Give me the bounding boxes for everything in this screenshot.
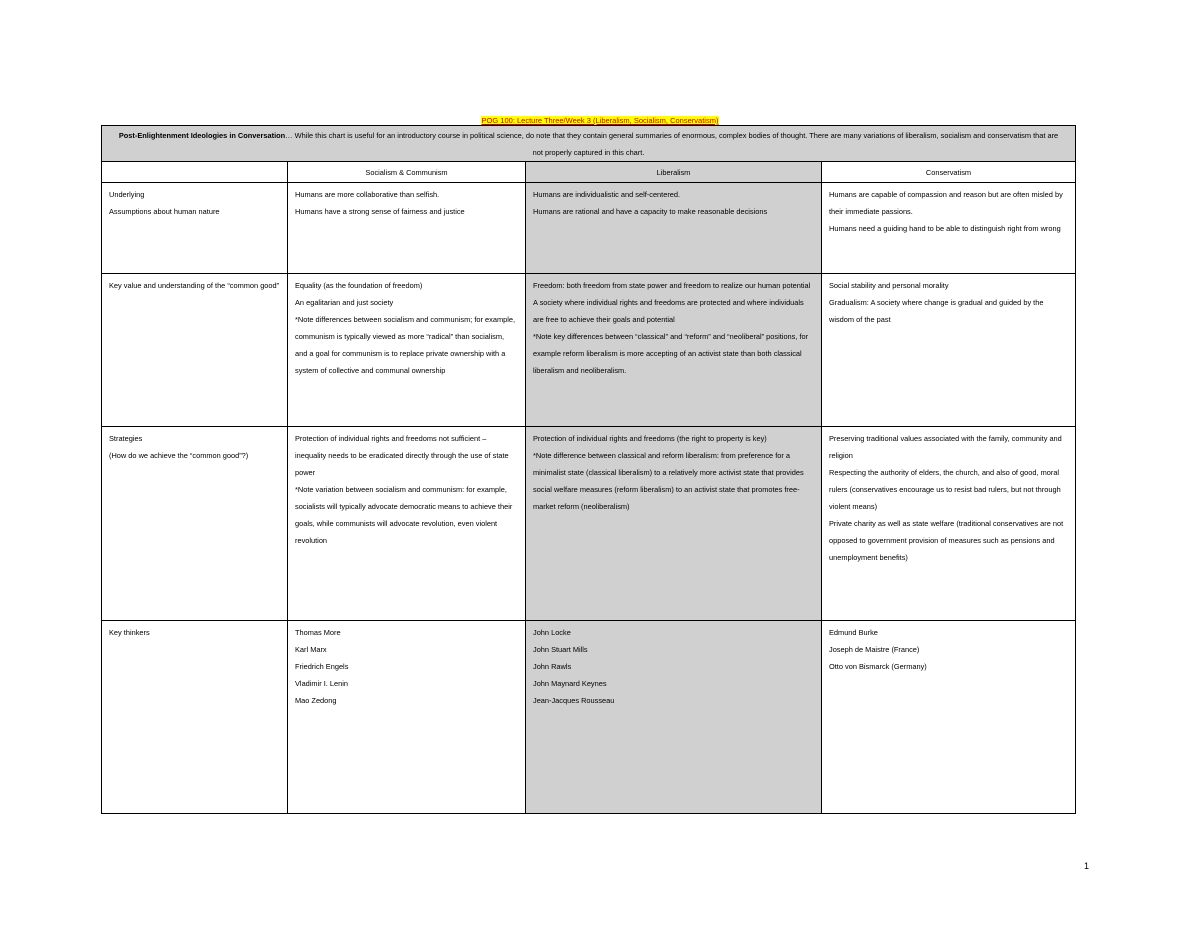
conservatism-cell: Social stability and personal morality Gradualism: A society where change is gradual and guided by the wisdom of the past (822, 274, 1076, 427)
table-row (102, 183, 1076, 274)
intro-cell (102, 126, 1076, 162)
ideology-comparison-table (101, 125, 1076, 814)
row-label: Key thinkers (102, 621, 288, 814)
liberalism-cell: Freedom: both freedom from state power and freedom to realize our human potential A society where individual rights and freedoms are protected and where individuals are free to achieve their goals and potential *Note key differences between “classical” and “reform” and “neoliberal” positions, for example reform liberalism is more accepting of an activist state than both classical liberalism and neoliberalism. (526, 274, 822, 427)
intro-heading: Post-Enlightenment Ideologies in Conversation (118, 131, 286, 140)
table-row (102, 621, 1076, 814)
conservatism-cell: Edmund Burke Joseph de Maistre (France) Otto von Bismarck (Germany) (822, 621, 1076, 814)
conservatism-cell: Preserving traditional values associated with the family, community and religion Respecting the authority of elders, the church, and also of good, moral rulers (conservatives encourage us to resist bad rulers, but not through violent means) Private charity as well as state welfare (traditional conservatives are not opposed to government provision of measures such as pensions and unemployment benefits) (822, 427, 1076, 621)
socialism-cell: Thomas More Karl Marx Friedrich Engels Vladimir I. Lenin Mao Zedong (288, 621, 526, 814)
row-label: Key value and understanding of the “common good” (102, 274, 288, 427)
header-row (102, 162, 1076, 183)
document-title: POG 100: Lecture Three/Week 3 (Liberalism, Socialism, Conservatism) (481, 116, 719, 125)
header-cell-liberalism: Liberalism (526, 162, 822, 183)
socialism-cell: Humans are more collaborative than selfish. Humans have a strong sense of fairness and justice (288, 183, 526, 274)
header-cell-socialism: Socialism & Communism (288, 162, 526, 183)
row-label: Underlying Assumptions about human nature (102, 183, 288, 274)
liberalism-cell: John Locke John Stuart Mills John Rawls John Maynard Keynes Jean-Jacques Rousseau (526, 621, 822, 814)
liberalism-cell: Humans are individualistic and self-centered. Humans are rational and have a capacity to make reasonable decisions (526, 183, 822, 274)
page-number: 1 (1084, 861, 1090, 871)
socialism-cell: Equality (as the foundation of freedom) An egalitarian and just society *Note differences between socialism and communism; for example, communism is typically viewed as more “radical” than socialism, and a goal for communism is to replace private ownership with a system of collective and communal ownership (288, 274, 526, 427)
liberalism-cell: Protection of individual rights and freedoms (the right to property is key) *Note difference between classical and reform liberalism: from preference for a minimalist state (classical liberalism) to a relatively more activist state that provides social welfare measures (reform liberalism) to an activist state that promotes free-market reform (neoliberalism) (526, 427, 822, 621)
intro-row (102, 126, 1076, 162)
row-label: Strategies (How do we achieve the “common good”?) (102, 427, 288, 621)
socialism-cell: Protection of individual rights and freedoms not sufficient – inequality needs to be eradicated directly through the use of state power *Note variation between socialism and communism: for example, socialists will typically advocate democratic means to achieve their goals, while communists will advocate revolution, even violent revolution (288, 427, 526, 621)
header-cell-conservatism: Conservatism (822, 162, 1076, 183)
conservatism-cell: Humans are capable of compassion and reason but are often misled by their immediate passions. Humans need a guiding hand to be able to distinguish right from wrong (822, 183, 1076, 274)
intro-text: … While this chart is useful for an introductory course in political science, do note that they contain general summaries of enormous, complex bodies of thought. There are many variations of liberalism, socialism and conservatism that are not properly captured in this chart. (285, 131, 1059, 157)
header-cell-empty (102, 162, 288, 183)
table-row (102, 274, 1076, 427)
table-row (102, 427, 1076, 621)
